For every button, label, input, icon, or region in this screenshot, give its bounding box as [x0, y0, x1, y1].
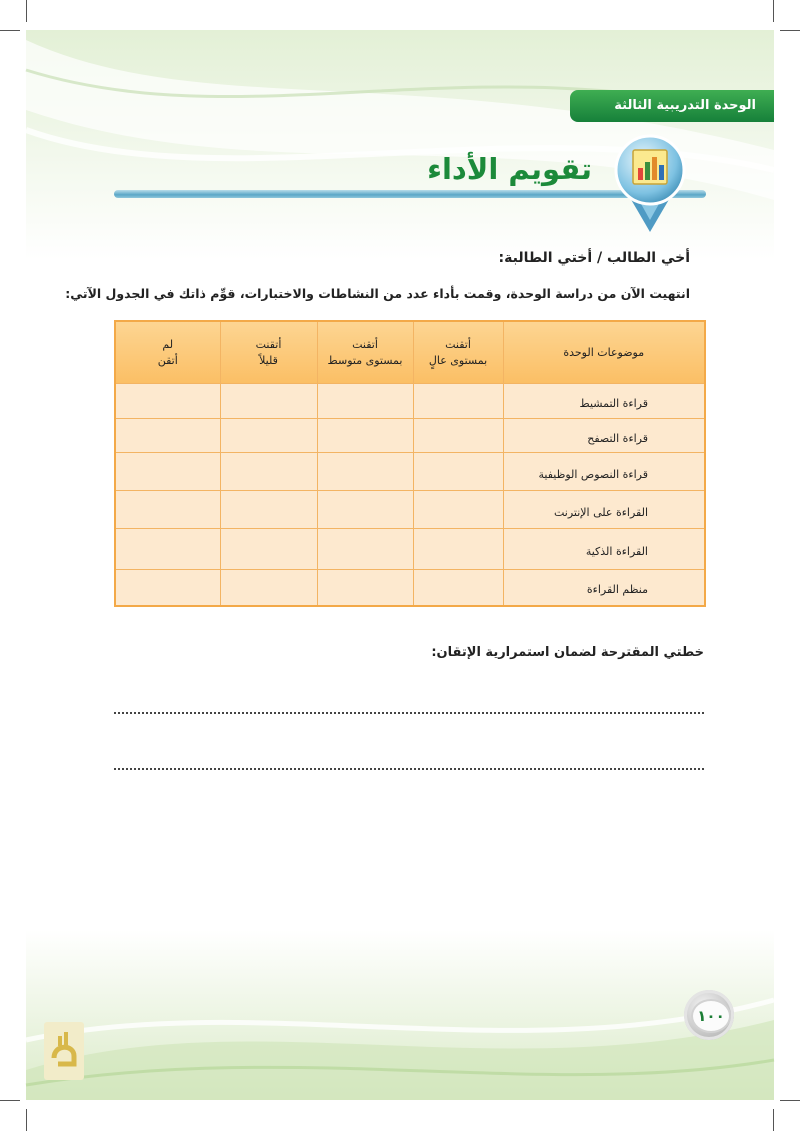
plan-heading: خطتي المقترحة لضمان استمرارية الإتقان:	[431, 645, 704, 660]
crop-mark	[0, 1100, 20, 1101]
rating-cell[interactable]	[413, 384, 503, 419]
rating-cell[interactable]	[115, 419, 220, 453]
greeting-text: أخي الطالب / أختي الطالبة:	[498, 250, 690, 266]
rating-cell[interactable]	[317, 570, 413, 606]
rating-cell[interactable]	[115, 570, 220, 606]
crop-mark	[773, 0, 774, 22]
header-not-mastered: لم أتقن	[115, 321, 220, 384]
instruction-text: انتهيت الآن من دراسة الوحدة، وقمت بأداء عدد من النشاطات والاختبارات، قوِّم ذاتك في الجدول الآتي:	[65, 286, 690, 301]
topic-cell: القراءة على الإنترنت	[503, 491, 705, 529]
rating-cell[interactable]	[413, 453, 503, 491]
plan-answer-line-2[interactable]	[114, 768, 704, 770]
plan-answer-line-1[interactable]	[114, 712, 704, 714]
evaluation-chart-icon	[600, 132, 700, 236]
publisher-logo-icon	[44, 1022, 84, 1080]
table-row	[115, 491, 705, 529]
rating-cell[interactable]	[220, 384, 317, 419]
topic-cell: القراءة الذكية	[503, 529, 705, 570]
rating-cell[interactable]	[115, 453, 220, 491]
table-row	[115, 419, 705, 453]
header-little-mastery: أتقنت قليلاً	[220, 321, 317, 384]
rating-cell[interactable]	[317, 491, 413, 529]
publisher-logo	[44, 1022, 84, 1080]
rating-cell[interactable]	[115, 491, 220, 529]
rating-cell[interactable]	[413, 570, 503, 606]
crop-mark	[780, 30, 800, 31]
rating-cell[interactable]	[317, 529, 413, 570]
crop-mark	[0, 30, 20, 31]
rating-cell[interactable]	[317, 419, 413, 453]
rating-cell[interactable]	[115, 384, 220, 419]
crop-mark	[773, 1109, 774, 1131]
header-high-mastery: أتقنت بمستوى عالٍ	[413, 321, 503, 384]
table-row	[115, 384, 705, 419]
unit-label-tab: الوحدة التدريبية الثالثة	[570, 90, 774, 122]
rating-cell[interactable]	[220, 453, 317, 491]
header-topics: موضوعات الوحدة	[503, 321, 705, 384]
table-row	[115, 453, 705, 491]
rating-cell[interactable]	[413, 529, 503, 570]
page-number: ١٠٠	[691, 999, 731, 1033]
topic-cell: منظم القراءة	[503, 570, 705, 606]
rating-cell[interactable]	[413, 419, 503, 453]
rating-cell[interactable]	[220, 419, 317, 453]
topic-cell: قراءة النصوص الوظيفية	[503, 453, 705, 491]
header-medium-mastery: أتقنت بمستوى متوسط	[317, 321, 413, 384]
crop-mark	[26, 0, 27, 22]
self-evaluation-table	[114, 320, 706, 607]
rating-cell[interactable]	[413, 491, 503, 529]
rating-cell[interactable]	[220, 570, 317, 606]
topic-cell: قراءة التصفح	[503, 419, 705, 453]
rating-cell[interactable]	[317, 453, 413, 491]
page-title: تقويم الأداء	[427, 152, 592, 186]
crop-mark	[26, 1109, 27, 1131]
table-row	[115, 570, 705, 606]
crop-mark	[780, 1100, 800, 1101]
page-number-badge	[684, 990, 734, 1040]
rating-cell[interactable]	[220, 491, 317, 529]
table-header-row	[115, 321, 705, 384]
table-row	[115, 529, 705, 570]
rating-cell[interactable]	[220, 529, 317, 570]
rating-cell[interactable]	[115, 529, 220, 570]
topic-cell: قراءة التمشيط	[503, 384, 705, 419]
rating-cell[interactable]	[317, 384, 413, 419]
